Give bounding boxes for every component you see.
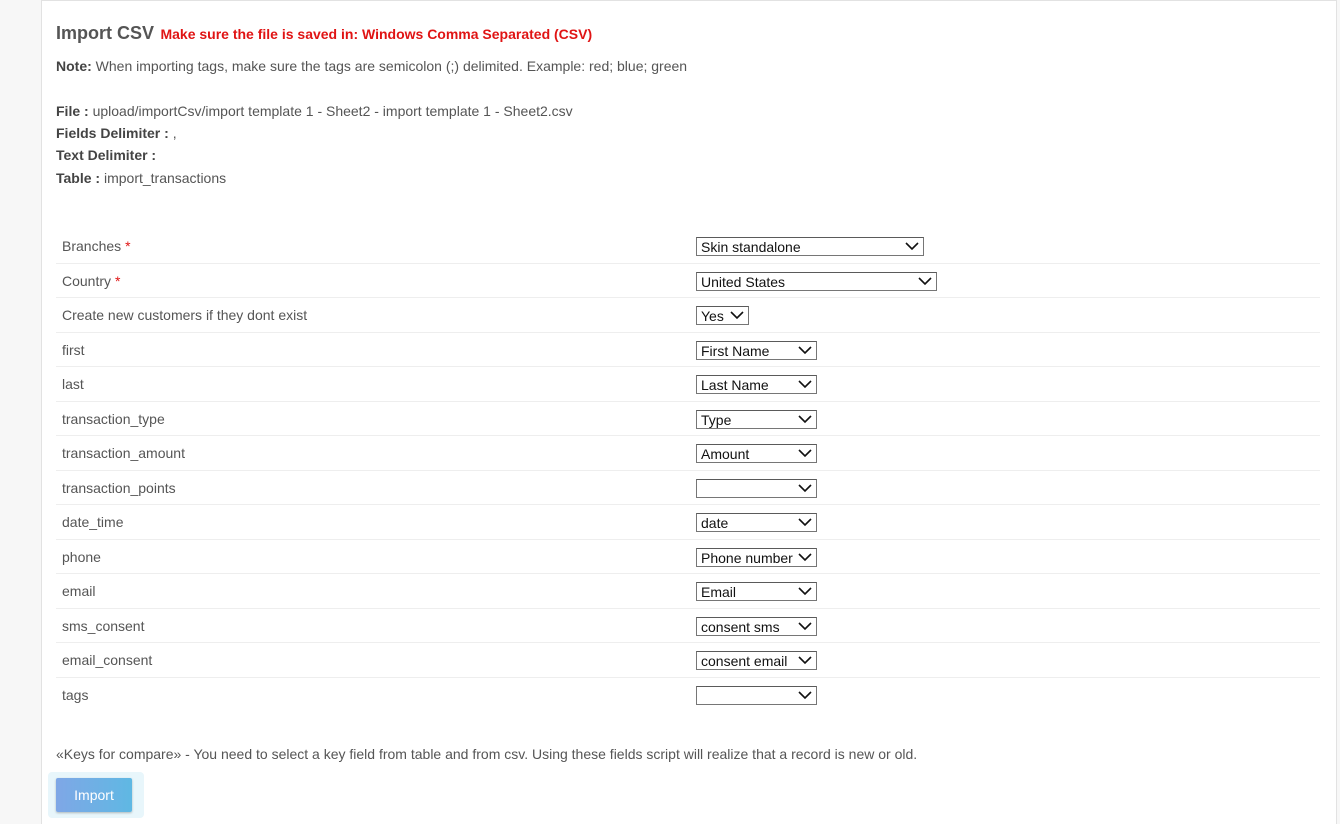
table-label: Table : bbox=[56, 170, 101, 186]
row-label: transaction_points bbox=[62, 479, 176, 496]
fields-delimiter-value: , bbox=[172, 125, 177, 141]
select-value: Email bbox=[701, 584, 737, 600]
chevron-down-icon bbox=[798, 447, 812, 459]
row-label: tags bbox=[62, 686, 89, 703]
chevron-down-icon bbox=[798, 378, 812, 390]
last-select[interactable] bbox=[696, 375, 817, 394]
select-value: Yes bbox=[701, 308, 724, 324]
tags-select[interactable] bbox=[696, 686, 817, 705]
mapping-row-create-customers bbox=[56, 298, 1320, 333]
chevron-down-icon bbox=[798, 654, 812, 666]
row-label: transaction_type bbox=[62, 410, 165, 427]
file-value: upload/importCsv/import template 1 - Sheet2 - import template 1 - Sheet2.csv bbox=[92, 103, 573, 119]
mapping-row-email-consent bbox=[56, 643, 1320, 678]
mapping-row-phone bbox=[56, 540, 1320, 575]
mapping-row-transaction-amount bbox=[56, 436, 1320, 471]
row-label: Branches * bbox=[62, 238, 131, 254]
row-label: first bbox=[62, 341, 85, 358]
row-label: email_consent bbox=[62, 652, 153, 668]
chevron-down-icon bbox=[918, 275, 932, 287]
branches-select[interactable] bbox=[696, 237, 924, 256]
row-label: Country * bbox=[62, 272, 121, 289]
note-text: When importing tags, make sure the tags are semicolon (;) delimited. Example: red; blue; green bbox=[95, 58, 688, 74]
tags-note bbox=[56, 58, 687, 74]
row-label: Create new customers if they dont exist bbox=[62, 307, 308, 323]
mapping-row-email bbox=[56, 574, 1320, 609]
mapping-row-transaction-points bbox=[56, 471, 1320, 506]
chevron-down-icon bbox=[798, 344, 812, 356]
transaction-points-select[interactable] bbox=[696, 479, 817, 498]
csv-format-warning: Make sure the file is saved in: Windows Comma Separated (CSV) bbox=[160, 26, 593, 42]
select-value: Type bbox=[701, 411, 732, 428]
sms-consent-select[interactable] bbox=[696, 617, 817, 636]
chevron-down-icon bbox=[730, 309, 744, 321]
transaction-type-select[interactable] bbox=[696, 410, 817, 429]
required-marker: * bbox=[125, 238, 131, 254]
mapping-row-tags bbox=[56, 678, 1320, 713]
chevron-down-icon bbox=[905, 240, 919, 252]
chevron-down-icon bbox=[798, 516, 812, 528]
table-value: import_transactions bbox=[103, 170, 227, 186]
row-label: email bbox=[62, 583, 96, 599]
keys-compare-note: «Keys for compare» - You need to select a key field from table and from csv. Using these fields script will realize that a record is new or old. bbox=[56, 746, 918, 762]
select-value: consent email bbox=[701, 653, 788, 669]
mapping-row-date-time bbox=[56, 505, 1320, 540]
row-label: date_time bbox=[62, 514, 124, 530]
page-title: Import CSV bbox=[56, 23, 155, 43]
mapping-row-sms-consent bbox=[56, 609, 1320, 644]
text-delimiter-info bbox=[56, 147, 156, 163]
chevron-down-icon bbox=[798, 551, 812, 563]
note-label: Note: bbox=[56, 58, 92, 74]
chevron-down-icon bbox=[798, 620, 812, 632]
row-label: transaction_amount bbox=[62, 445, 185, 461]
select-value: date bbox=[701, 515, 729, 531]
select-value: Amount bbox=[701, 446, 750, 462]
select-value: Phone number bbox=[701, 549, 793, 566]
title-line bbox=[56, 23, 592, 44]
mapping-row-country bbox=[56, 264, 1320, 299]
import-csv-panel bbox=[41, 0, 1337, 824]
select-value: Skin standalone bbox=[701, 239, 801, 255]
date-time-select[interactable] bbox=[696, 513, 817, 532]
country-select[interactable] bbox=[696, 272, 937, 291]
table-info bbox=[56, 170, 226, 186]
mapping-row-transaction-type bbox=[56, 402, 1320, 437]
first-select[interactable] bbox=[696, 341, 817, 360]
text-delimiter-label: Text Delimiter : bbox=[56, 147, 157, 163]
fields-delimiter-info bbox=[56, 125, 177, 141]
email-consent-select[interactable] bbox=[696, 651, 817, 670]
row-label: phone bbox=[62, 548, 101, 565]
fields-delimiter-label: Fields Delimiter : bbox=[56, 125, 169, 141]
required-marker: * bbox=[115, 272, 121, 289]
row-label: last bbox=[62, 376, 84, 392]
mapping-row-branches bbox=[56, 229, 1320, 264]
mapping-row-last bbox=[56, 367, 1320, 402]
chevron-down-icon bbox=[798, 585, 812, 597]
select-value: First Name bbox=[701, 342, 770, 359]
chevron-down-icon bbox=[798, 413, 812, 425]
field-mapping-list bbox=[56, 229, 1320, 712]
import-button[interactable]: Import bbox=[56, 778, 132, 812]
chevron-down-icon bbox=[798, 689, 812, 701]
mapping-row-first bbox=[56, 333, 1320, 368]
email-select[interactable] bbox=[696, 582, 817, 601]
select-value: Last Name bbox=[701, 377, 769, 393]
select-value: consent sms bbox=[701, 618, 780, 635]
select-value: United States bbox=[701, 273, 786, 290]
chevron-down-icon bbox=[798, 482, 812, 494]
file-label: File : bbox=[56, 103, 89, 119]
create-customers-select[interactable] bbox=[696, 306, 749, 325]
import-button-wrapper bbox=[48, 772, 144, 818]
file-info bbox=[56, 103, 573, 119]
row-label: sms_consent bbox=[62, 617, 145, 634]
phone-select[interactable] bbox=[696, 548, 817, 567]
transaction-amount-select[interactable] bbox=[696, 444, 817, 463]
